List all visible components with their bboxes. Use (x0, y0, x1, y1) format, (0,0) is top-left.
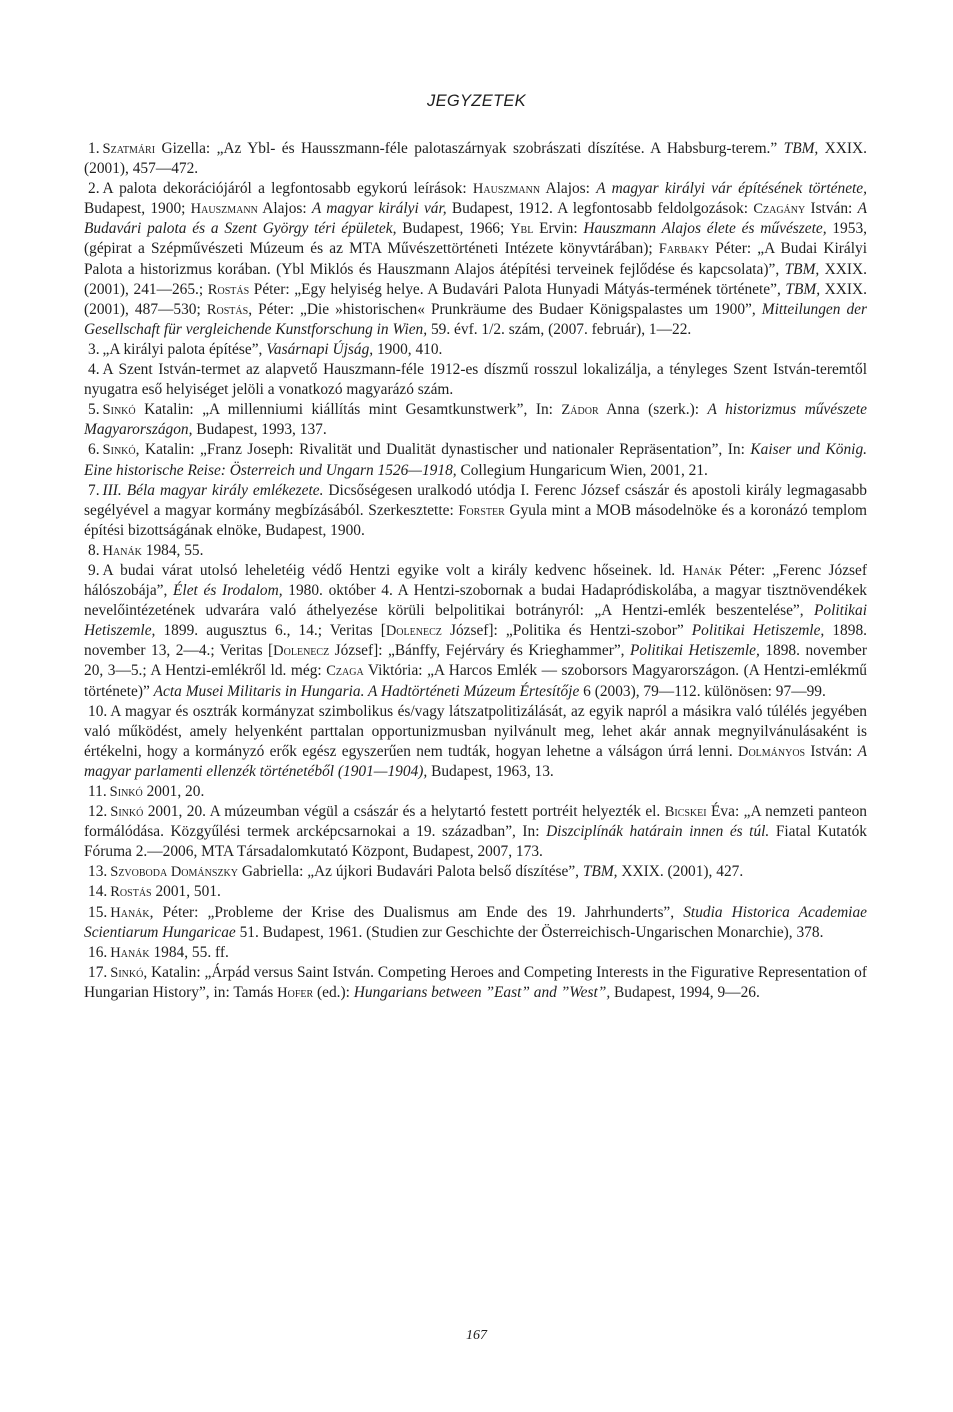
note-text: Alajos: (540, 180, 597, 198)
italic-title: Diszciplínák határain innen és túl. (546, 823, 770, 841)
author-name: Rostás (206, 301, 249, 318)
note-text: Péter: „A Budai Királyi Palota a historizmus korában. (Ybl Miklós és Hauszmann Alajos átépítési terveinek fejlődése és kapcsolata)”, (84, 240, 868, 278)
note-text: (ed.): (313, 983, 354, 1001)
note-text: Ervin: (533, 220, 584, 238)
author-name: Ybl (510, 221, 534, 238)
endnote-number: 14. (88, 883, 108, 901)
endnote-number: 2. (88, 180, 100, 198)
note-text: 1984, 55. ff. (149, 943, 229, 961)
endnote-number: 12. (88, 803, 108, 821)
note-text: XXIX. (2001), 457—472. (84, 140, 868, 178)
note-text: Budapest, 1993, 137. (192, 421, 327, 439)
author-name: Hofer (277, 984, 314, 1001)
note-text: István: (805, 742, 858, 760)
endnote-12 (84, 802, 867, 862)
italic-title: Politikai Hetiszemle, (84, 602, 867, 640)
endnote-4 (84, 360, 867, 400)
author-name: Hauszmann (472, 181, 541, 198)
endnote-6 (84, 440, 867, 480)
note-text: A magyar és osztrák kormányzat szimbolikus és/vagy látszatpolitizálását, az egyik napról a másikra való túlélés jegyében való működést, amely helyenként parttalan opportunizmusban nyilvánult meg, lehet akár annak megnyilvánulásaként is értékelni, hogy a kormányzó erők egész egyszerűen nem tudták, hogyan lehetne a válságon úrrá lenni. (84, 702, 867, 760)
note-text: A palota dekorációjáról a legfontosabb egykorú leírások: (102, 180, 473, 198)
note-text: Anna (szerk.): (598, 401, 708, 419)
endnote-number: 11. (88, 783, 107, 800)
author-name: Sinkó (110, 804, 144, 821)
italic-title: Acta Musei Militaris in Hungaria. A Hadtörténeti Múzeum Értesítője (153, 682, 580, 700)
endnote-number: 1. (88, 140, 100, 157)
note-text: , Péter: „Die »historischen« Prunkräume des Budaer Königspalastes um 1900”, (248, 300, 762, 318)
endnote-3 (84, 340, 867, 360)
endnote-9 (84, 561, 867, 702)
author-name: Dolmányos (737, 743, 806, 760)
endnote-number: 8. (88, 541, 100, 559)
note-text: Budapest, 1963, 13. (427, 762, 554, 780)
endnote-5 (84, 400, 867, 440)
author-name: Farbaky (658, 241, 710, 258)
author-name: Rostás (110, 884, 152, 901)
italic-title: TBM, (582, 863, 618, 881)
note-text: 1898. november 20, 3—5.; A Hentzi-emlékről ld. még: (84, 642, 867, 680)
italic-title: Vasárnapi Újság, (266, 340, 374, 358)
note-text: Éva: „A nemzeti panteon formálódása. Közgyűlési termek arcképcsarnokai a 19. században”, In: (84, 803, 868, 841)
author-name: Bicskei (664, 804, 707, 821)
endnote-10 (84, 702, 867, 782)
italic-title: A magyar királyi vár, (311, 200, 447, 218)
author-name: Czaga (326, 663, 364, 680)
note-text: , Péter: „Probleme der Krise des Dualismus am Ende des 19. Jahrhunderts”, (149, 903, 684, 921)
endnote-number: 5. (88, 401, 100, 419)
author-name: Czagány (753, 201, 806, 218)
author-name: Sinkó (102, 402, 136, 419)
note-text: József]: „Bánffy, Fejérváry és Krieghammer”, (329, 642, 630, 660)
note-text: József]: „Politika és Hentzi-szobor” (441, 622, 692, 640)
author-name: Szvoboda Dománszky (110, 864, 238, 881)
endnote-number: 9. (88, 561, 100, 579)
note-text: 2001, 20. (142, 783, 205, 800)
note-text: 2001, 501. (151, 883, 221, 901)
author-name: Hauszmann (190, 201, 258, 218)
author-name: Hanák (110, 944, 150, 961)
note-text: 1900, 410. (373, 340, 443, 358)
endnote-11 (84, 782, 867, 802)
author-name: Sinkó (102, 442, 136, 459)
endnote-16 (84, 943, 867, 963)
endnote-15 (84, 903, 867, 943)
endnote-number: 15. (88, 903, 108, 921)
italic-title: III. Béla magyar király emlékezete. (102, 481, 324, 499)
italic-title: A Budavári palota és a Szent György téri épületek, (84, 200, 867, 238)
italic-title: TBM, (785, 280, 821, 298)
endnote-number: 4. (88, 361, 100, 379)
author-name: Sinkó (109, 784, 143, 800)
note-text: 1898. november 13, 2—4.; Veritas [ (84, 622, 867, 660)
italic-title: Élet és Irodalom, (173, 582, 283, 600)
note-text: Péter: „Egy helyiség helye. A Budavári Palota Hunyadi Mátyás-termének története”, (249, 280, 786, 298)
note-text: Dicsőségesen uralkodó utódja I. Ferenc József császár és apostoli király legmagasabb segélyével a magyar kormány megbízásából. Szerkesztette: (84, 481, 867, 519)
endnote-number: 7. (88, 481, 100, 499)
italic-title: Kaiser und König. Eine historische Reise: Österreich und Ungarn 1526—1918, (84, 441, 867, 479)
note-text: Budapest, 1912. A legfontosabb feldolgozások: (446, 200, 754, 218)
note-text: Collegium Hungaricum Wien, 2001, 21. (456, 461, 708, 479)
author-name: Szatmári (102, 141, 156, 157)
note-text: Gabriella: „Az újkori Budavári Palota belső díszítése”, (237, 863, 583, 881)
note-text: Gizella: „Az Ybl- és Hausszmann-féle palotaszárnyak szobrászati díszítése. A Habsburg-terem.” (155, 140, 784, 157)
note-text: 1984, 55. (141, 541, 204, 559)
endnote-number: 16. (88, 943, 108, 961)
note-text: Budapest, 1994, 9—26. (610, 983, 760, 1001)
note-text: Budapest, 1966; (396, 220, 511, 238)
note-text: 2001, 20. A múzeumban végül a császár és a helytartó festett portréit helyezték el. (143, 803, 665, 821)
section-heading: JEGYZETEK (427, 92, 526, 110)
note-text: , Katalin: „Franz Joseph: Rivalität und Dualität dynastischer und nationaler Repräsentation”, In: (135, 441, 751, 459)
note-text: 1899. augusztus 6., 14.; Veritas [ (155, 622, 386, 640)
note-text: XXIX. (2001), 427. (617, 863, 744, 881)
note-text: 51. Budapest, 1961. (Studien zur Geschichte der Österreichisch-Ungarischen Monarchie), 378. (235, 923, 824, 941)
italic-title: Hungarians between ”East” and ”West”, (353, 983, 611, 1001)
italic-title: Politikai Hetiszemle, (630, 642, 760, 660)
author-name: Dolenecz (273, 643, 330, 660)
author-name: Forster (458, 502, 505, 519)
endnote-1 (84, 139, 867, 179)
note-text: Katalin: „A millenniumi kiállítás mint Gesamtkunstwerk”, In: (135, 401, 562, 419)
endnote-number: 10. (88, 702, 108, 720)
endnote-7 (84, 481, 867, 541)
author-name: Dolenecz (385, 623, 442, 640)
note-text: Gyula mint a MOB másodelnöke és a koronázó templom építési bizottságának elnöke, Budapest, 1900. (84, 501, 868, 539)
note-text: 6 (2003), 79—112. különösen: 97—99. (579, 682, 826, 700)
note-text: , Katalin: „Árpád versus Saint István. Competing Heroes and Competing Interests in the Figurative Representation of Hungarian History”, in: Tamás (84, 963, 867, 1001)
author-name: Rostás (207, 281, 250, 298)
italic-title: A historizmus művészete Magyarországon, (84, 401, 867, 439)
italic-title: Studia Historica Academiae Scientiarum Hungaricae (84, 903, 867, 941)
italic-title: A magyar parlamenti ellenzék történetéből (1901—1904), (84, 742, 867, 780)
endnote-number: 6. (88, 441, 100, 459)
author-name: Hanák (102, 542, 142, 559)
note-text: 59. évf. 1/2. szám, (2007. február), 1—22. (427, 320, 692, 338)
note-text: Péter: „Ferenc József hálószobája”, (84, 561, 867, 600)
italic-title: Mitteilungen der Gesellschaft für vergleichende Kunstforschung in Wien, (84, 300, 867, 338)
note-text: 1980. október 4. A Hentzi-szobornak a budai Hadapródiskolába, a magyar tisztnövendékek nevelőintézetének udvarára való áthelyezése körüli belpolitikai botrányról: „A Hentzi-emlék beszentelése”, (84, 582, 867, 620)
endnote-8 (84, 541, 867, 561)
endnote-13 (84, 862, 867, 882)
note-text: István: (805, 200, 858, 218)
note-text: XXIX. (2001), 241—265.; (84, 260, 867, 298)
italic-title: Politikai Hetiszemle, (691, 622, 825, 640)
note-text: A budai várat utolsó leheletéig védő Hentzi egyike volt a király kedvenc hőseinek. ld. (102, 561, 683, 579)
endnote-17 (84, 963, 867, 1003)
endnote-number: 3. (88, 340, 100, 358)
endnote-2 (84, 179, 867, 340)
endnote-number: 13. (88, 863, 108, 881)
note-text: „A királyi palota építése”, (102, 340, 267, 358)
italic-title: Hauszmann Alajos élete és művészete, (583, 220, 827, 238)
note-text: 1953, (gépirat a Szépművészeti Múzeum és az MTA Művészettörténeti Intézete könyvtárában); (84, 220, 867, 258)
author-name: Hanák (682, 562, 722, 579)
italic-title: TBM, (783, 140, 819, 157)
author-name: Sinkó (110, 964, 144, 981)
note-text: XXIX. (2001), 487—530; (84, 280, 867, 318)
note-text: Viktória: „A Harcos Emlék — szoborsors Magyarországon. (A Hentzi-emlékmű története)” (84, 662, 868, 700)
endnote-14 (84, 882, 867, 902)
italic-title: TBM, (784, 260, 820, 278)
note-text: Alajos: (257, 200, 312, 218)
page-number: 167 (466, 1328, 487, 1343)
endnotes-list (84, 139, 867, 1003)
note-text: Fiatal Kutatók Fóruma 2.—2006, MTA Társadalomkutató Központ, Budapest, 2007, 173. (84, 823, 867, 861)
author-name: Zádor (561, 402, 599, 419)
italic-title: A magyar királyi vár építésének története, (596, 180, 867, 198)
endnote-number: 17. (88, 963, 108, 981)
note-text: A Szent István-termet az alapvető Hauszmann-féle 1912-es díszmű rosszul lokalizálja, a tényleges Szent István-teremtől nyugatra eső helyiséget jelöli a vonatkozó magyarázó szám. (84, 361, 867, 399)
note-text: Budapest, 1900; (84, 200, 191, 218)
author-name: Hanák (110, 904, 150, 921)
